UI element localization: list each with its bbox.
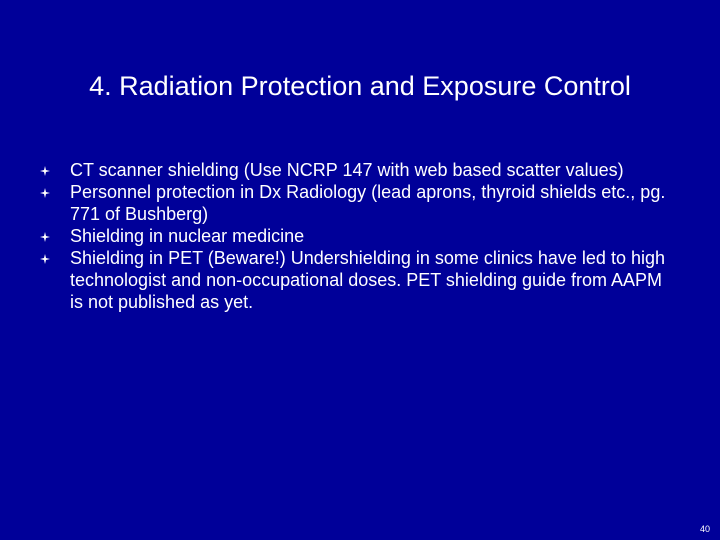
bullet-item: [40, 247, 680, 313]
bullet-list: [40, 159, 680, 313]
diamond-star-bullet-icon: [40, 188, 50, 198]
bullet-text: CT scanner shielding (Use NCRP 147 with web based scatter values): [70, 160, 624, 180]
diamond-star-bullet-icon: [40, 166, 50, 176]
diamond-star-bullet-icon: [40, 232, 50, 242]
bullet-text: Shielding in nuclear medicine: [70, 226, 305, 246]
bullet-item: [40, 159, 680, 181]
bullet-item: [40, 181, 680, 225]
bullet-text: Personnel protection in Dx Radiology (lead aprons, thyroid shields etc., pg. 771 of Bushberg): [70, 182, 666, 224]
slide-number: 40: [699, 524, 710, 534]
diamond-star-bullet-icon: [40, 254, 50, 264]
bullet-text: Shielding in PET (Beware!) Undershielding in some clinics have led to high technologist and non-occupational doses. PET shielding guide from AAPM is not published as yet.: [70, 248, 665, 312]
slide-title: 4. Radiation Protection and Exposure Control: [89, 71, 631, 101]
bullet-item: [40, 225, 680, 247]
